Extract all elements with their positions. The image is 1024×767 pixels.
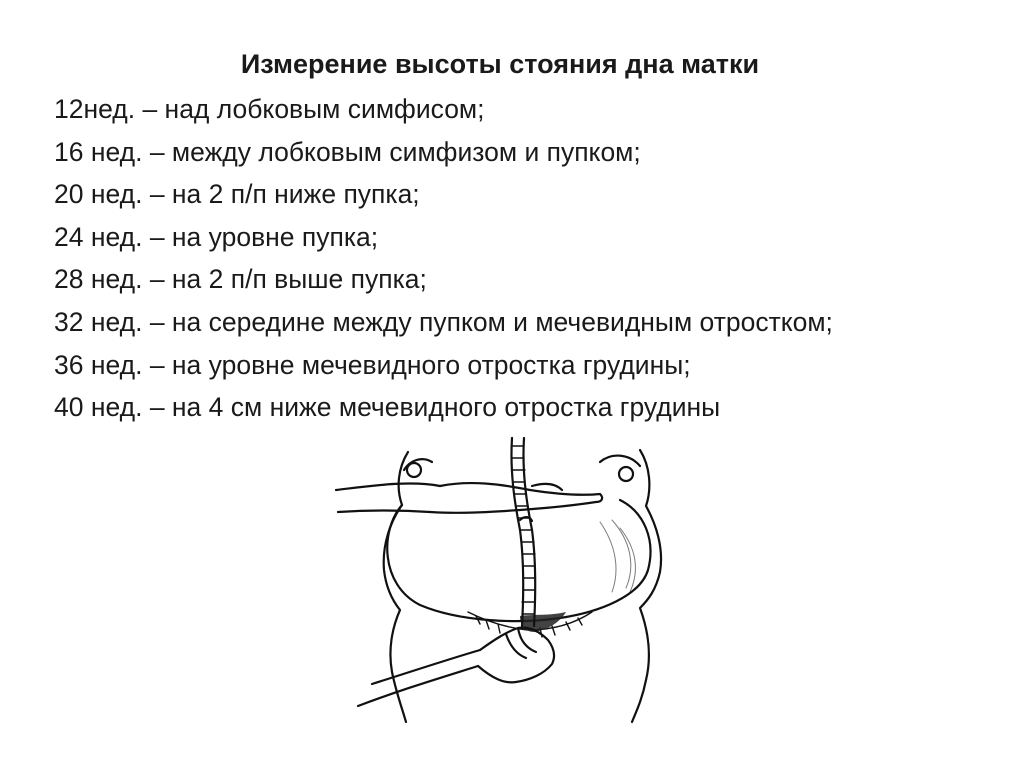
list-item: 12нед. – над лобковым симфисом; [54, 94, 485, 124]
list-item: 24 нед. – на уровне пупка; [54, 221, 379, 252]
list-item: 40 нед. – на 4 см ниже мечевидного отростка грудины [54, 392, 721, 423]
list-item: 20 нед. – на 2 п/п ниже пупка; [54, 179, 420, 210]
slide-title: Измерение высоты стояния дна матки [240, 49, 760, 79]
list-item: 32 нед. – на середине между пупком и мечевидным отростком; [54, 306, 833, 337]
torso-left-outline [384, 452, 408, 722]
lower-arm-upper-edge [372, 650, 480, 684]
list-item: 36 нед. – на уровне мечевидного отростка грудины; [54, 349, 691, 380]
list-item: 16 нед. – между лобковым симфизом и пупком; [54, 136, 641, 167]
torso-right-outline [632, 450, 661, 722]
left-nipple [407, 463, 421, 477]
right-breast [600, 456, 640, 466]
lower-hand [478, 628, 554, 683]
belly-shading [600, 520, 635, 592]
measuring-tape-left [511, 438, 523, 626]
list-item: 28 нед. – на 2 п/п выше пупка; [54, 264, 427, 295]
upper-arm-lower-edge [338, 511, 430, 513]
lower-arm [358, 666, 478, 706]
upper-arm [336, 483, 440, 490]
right-nipple [619, 467, 633, 481]
measuring-tape-right [523, 438, 535, 626]
